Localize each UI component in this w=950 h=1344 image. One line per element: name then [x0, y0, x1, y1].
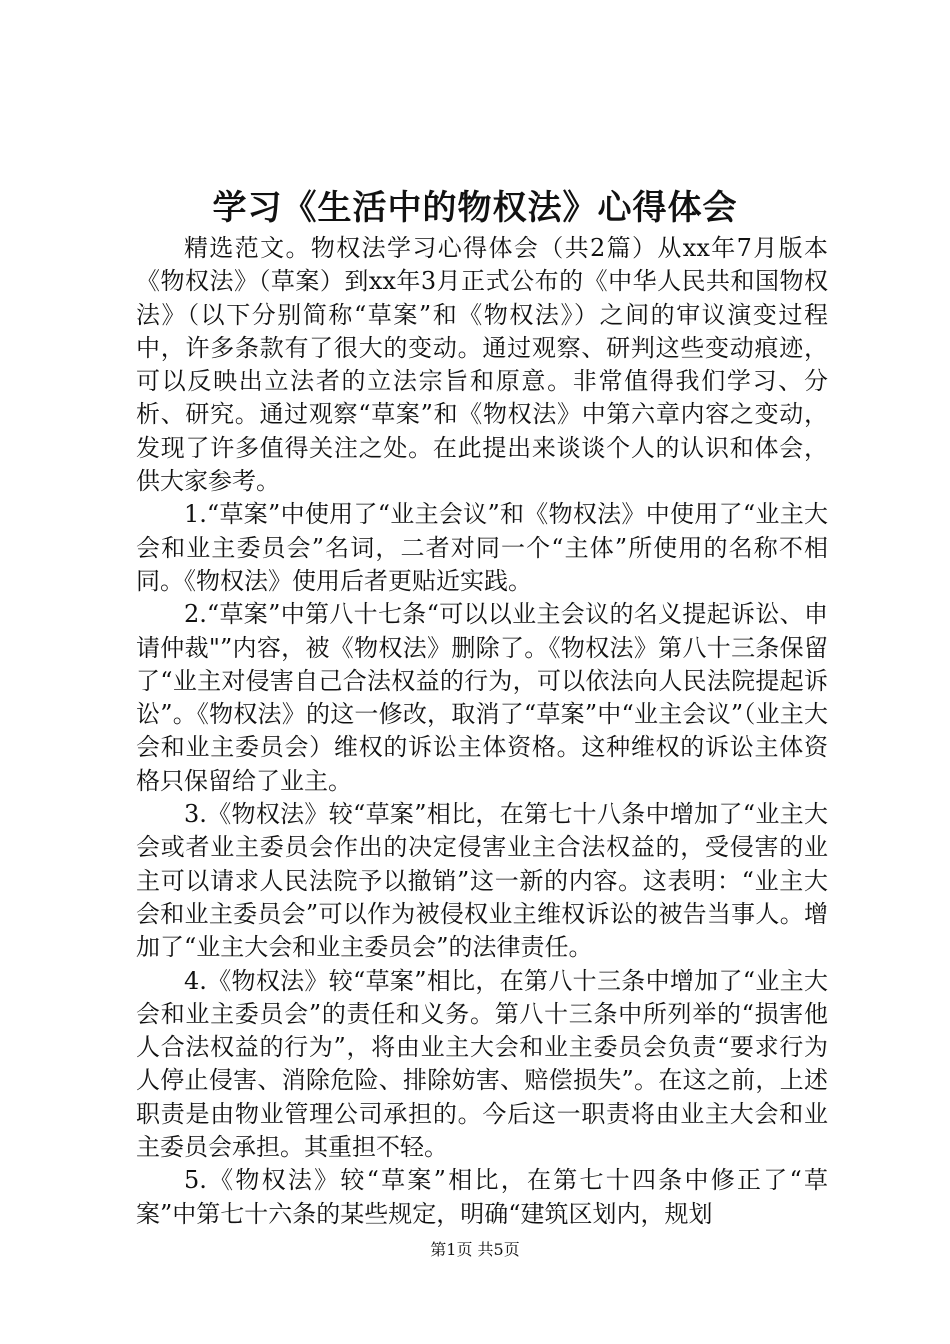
- paragraph-point-4: 4.《物权法》较“草案”相比，在第八十三条中增加了“业主大会和业主委员会”的责任和义务。第八十三条中所列举的“损害他人合法权益的行为”，将由业主大会和业主委员会负责“要求行为人停止侵害、消除危险、排除妨害、赔偿损失”。在这之前，上述职责是由物业管理公司承担的。今后这一职责将由业主大会和业主委员会承担。其重担不轻。: [136, 966, 828, 1162]
- paragraph-intro: 精选范文。物权法学习心得体会（共2篇）从xx年7月版本《物权法》（草案）到xx年3月正式公布的《中华人民共和国物权法》（以下分别简称“草案”和《物权法》）之间的审议演变过程中，许多条款有了很大的变动。通过观察、研判这些变动痕迹，可以反映出立法者的立法宗旨和原意。非常值得我们学习、分析、研究。通过观察“草案”和《物权法》中第六章内容之变动，发现了许多值得关注之处。在此提出来谈谈个人的认识和体会，供大家参考。: [136, 234, 828, 496]
- page-number-footer: 第1页 共5页: [430, 1240, 520, 1259]
- document-title: 学习《生活中的物权法》心得体会: [212, 188, 738, 228]
- document-body: [136, 232, 828, 1231]
- paragraph-point-5: 5.《物权法》较“草案”相比，在第七十四条中修正了“草案”中第七十六条的某些规定，明确“建筑区划内，规划: [136, 1166, 828, 1228]
- paragraph-point-3: 3.《物权法》较“草案”相比，在第七十八条中增加了“业主大会或者业主委员会作出的决定侵害业主合法权益的，受侵害的业主可以请求人民法院予以撤销”这一新的内容。这表明：“业主大会和业主委员会”可以作为被侵权业主维权诉讼的被告当事人。增加了“业主大会和业主委员会”的法律责任。: [136, 800, 828, 962]
- paragraph-point-2: 2.“草案”中第八十七条“可以以业主会议的名义提起诉讼、申请仲裁"”内容，被《物权法》删除了。《物权法》第八十三条保留了“业主对侵害自己合法权益的行为，可以依法向人民法院提起诉讼”。《物权法》的这一修改，取消了“草案”中“业主会议”（业主大会和业主委员会）维权的诉讼主体资格。这种维权的诉讼主体资格只保留给了业主。: [136, 600, 828, 795]
- paragraph-point-1: 1.“草案”中使用了“业主会议”和《物权法》中使用了“业主大会和业主委员会”名词，二者对同一个“主体”所使用的名称不相同。《物权法》使用后者更贴近实践。: [136, 500, 828, 595]
